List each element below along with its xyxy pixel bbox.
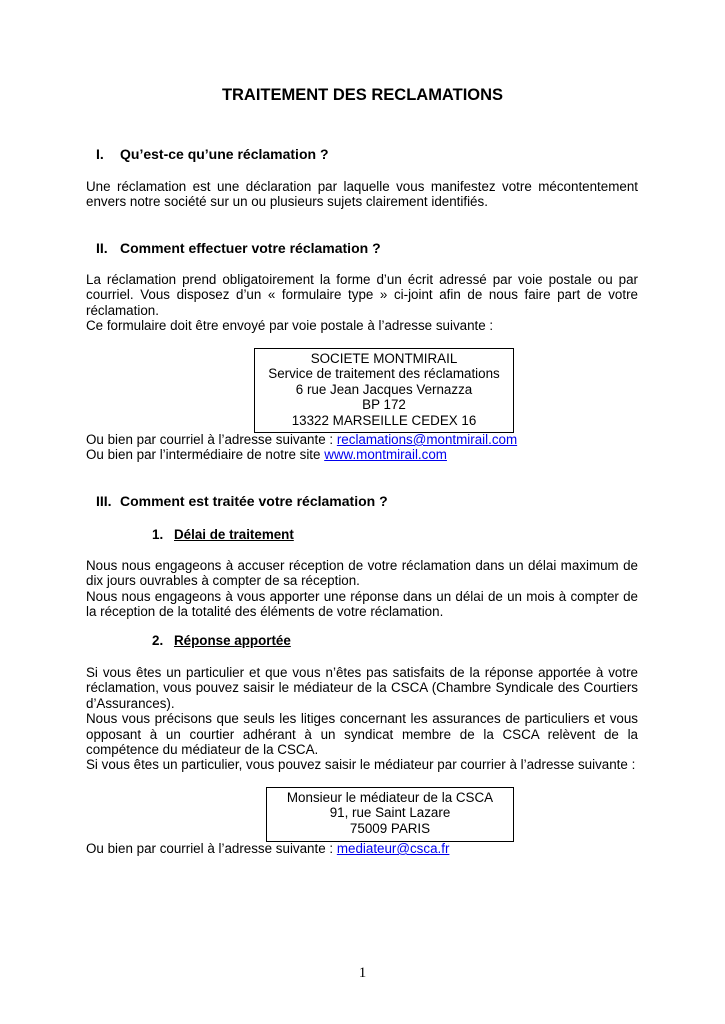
contact-lines	[86, 432, 638, 463]
paragraph-line: réclamation.	[86, 302, 159, 318]
section-2-paragraph	[86, 272, 638, 334]
page-number: 1	[358, 965, 367, 981]
address-line: 13322 MARSEILLE CEDEX 16	[291, 412, 477, 428]
email-prefix: Ou bien par courriel à l’adresse suivante :	[86, 432, 337, 447]
subsection-1-title: Délai de traitement	[174, 527, 294, 542]
section-3-number: III.	[96, 493, 112, 509]
paragraph-line: Nous nous engageons à accuser réception de votre réclamation dans un délai maximum de	[86, 558, 638, 573]
subsection-2-heading	[152, 633, 291, 648]
website-link[interactable]: www.montmirail.com	[324, 447, 447, 463]
section-1-number: I.	[96, 146, 104, 162]
mediator-email-link[interactable]: mediateur@csca.fr	[336, 841, 450, 856]
section-2-heading	[96, 240, 381, 256]
subsection-2-title: Réponse apportée	[174, 633, 291, 648]
email-contact-line	[86, 432, 638, 447]
paragraph-line: Nous vous précisons que seuls les litiges concernant les assurances de particuliers et vous	[86, 711, 638, 727]
paragraph-line: Si vous êtes un particulier, vous pouvez saisir le médiateur par courrier à l’adresse suivante :	[86, 757, 636, 773]
section-2-number: II.	[96, 240, 108, 256]
website-contact-line	[86, 447, 638, 462]
page-title: TRAITEMENT DES RECLAMATIONS	[221, 86, 504, 104]
section-2-title: Comment effectuer votre réclamation ?	[120, 240, 381, 256]
subsection-1-paragraph	[86, 558, 638, 620]
website-prefix: Ou bien par l’intermédiaire de notre site	[86, 447, 325, 463]
address-line: Monsieur le médiateur de la CSCA	[286, 790, 494, 805]
address-line: SOCIETE MONTMIRAIL	[310, 351, 458, 366]
paragraph-line: courriel. Vous disposez d’un « formulaire type » ci-joint afin de nous faire part de votre	[86, 287, 638, 303]
email-link[interactable]: reclamations@montmirail.com	[336, 432, 518, 447]
section-3-heading	[96, 493, 388, 509]
subsection-1-heading	[152, 527, 294, 542]
email-contact-line	[86, 841, 638, 856]
paragraph-line: envers notre société sur un ou plusieurs sujets clairement identifiés.	[86, 194, 488, 210]
postal-address-box	[254, 348, 514, 433]
subsection-2-paragraph	[86, 665, 638, 773]
address-line: 91, rue Saint Lazare	[329, 805, 451, 821]
paragraph-line: compétence du médiateur de la CSCA.	[86, 742, 319, 758]
paragraph-line: réclamation, vous pouvez saisir le médiateur de la CSCA (Chambre Syndicale des Courtiers	[86, 680, 638, 696]
section-1-paragraph	[86, 179, 638, 210]
paragraph-line: La réclamation prend obligatoirement la forme d’un écrit adressé par voie postale ou par	[86, 272, 638, 287]
section-3-title: Comment est traitée votre réclamation ?	[120, 493, 388, 509]
address-line: 75009 PARIS	[349, 820, 431, 836]
paragraph-line: Si vous êtes un particulier et que vous n’êtes pas satisfaits de la réponse apportée à votre	[86, 665, 638, 680]
subsection-1-number: 1.	[152, 527, 164, 542]
address-line: Service de traitement des réclamations	[268, 366, 500, 382]
mediator-contact-line	[86, 841, 638, 856]
subsection-2-number: 2.	[152, 633, 164, 648]
paragraph-line: dix jours ouvrables à compter de sa réception.	[86, 573, 360, 589]
section-1-heading	[96, 146, 329, 162]
mediator-address-box	[266, 787, 514, 842]
section-1-title: Qu’est-ce qu’une réclamation ?	[120, 146, 329, 162]
paragraph-line: Ce formulaire doit être envoyé par voie postale à l’adresse suivante :	[86, 318, 494, 334]
paragraph-line: d’Assurances).	[86, 695, 175, 711]
address-line: BP 172	[362, 397, 406, 413]
paragraph-line: Une réclamation est une déclaration par laquelle vous manifestez votre mécontentement	[86, 179, 638, 194]
paragraph-line: Nous nous engageons à vous apporter une réponse dans un délai de un mois à compter de	[86, 588, 638, 604]
email-prefix: Ou bien par courriel à l’adresse suivante :	[86, 841, 337, 856]
address-line: 6 rue Jean Jacques Vernazza	[295, 381, 473, 397]
paragraph-line: opposant à un courtier adhérant à un syndicat membre de la CSCA relèvent de la	[86, 726, 638, 742]
paragraph-line: la réception de la totalité des éléments de votre réclamation.	[86, 604, 444, 620]
